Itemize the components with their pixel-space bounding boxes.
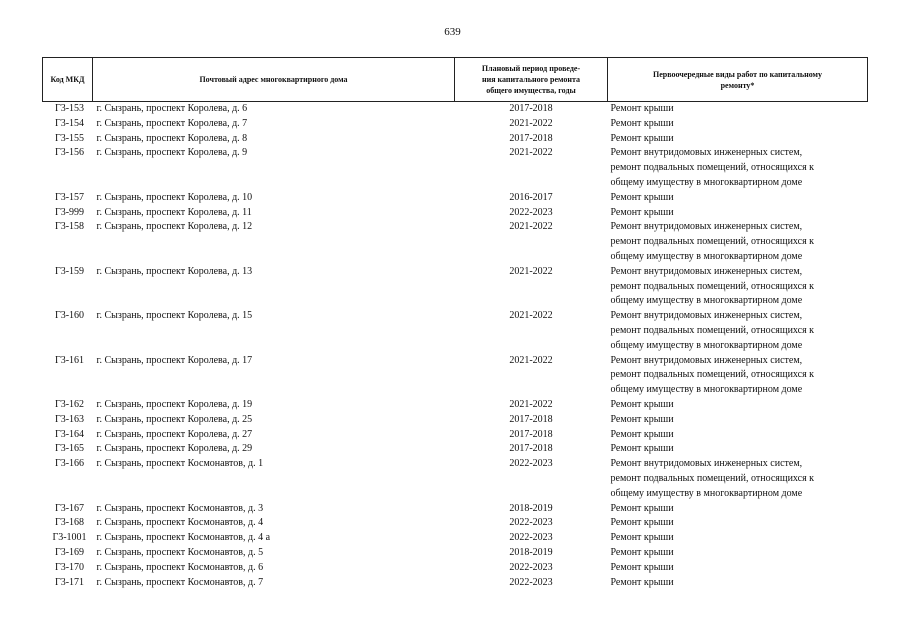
works-line: Ремонт крыши [610, 206, 674, 218]
mkd-code-cell: Г3-168 [54, 517, 85, 529]
table-row [43, 117, 868, 132]
works-line: Ремонт крыши [610, 132, 674, 144]
works-line: ремонт подвальных помещений, относящихся к [610, 236, 815, 248]
table-row [43, 457, 868, 501]
works-line: общему имуществу в многоквартирном доме [610, 384, 803, 396]
repair-period-cell: 2021-2022 [509, 398, 553, 410]
mkd-code-cell: Г3-163 [54, 413, 85, 425]
address-cell: г. Сызрань, проспект Космонавтов, д. 4 [96, 517, 264, 529]
address-cell: г. Сызрань, проспект Королева, д. 8 [96, 132, 248, 144]
header-period-line: ния капитального ремонта [482, 75, 580, 84]
works-cell [608, 516, 868, 531]
works-cell [608, 413, 868, 428]
table-row [43, 561, 868, 576]
works-cell [608, 117, 868, 132]
address-cell: г. Сызрань, проспект Космонавтов, д. 5 [96, 546, 264, 558]
mkd-code-cell: Г3-160 [54, 310, 85, 322]
works-cell [608, 442, 868, 457]
table-row [43, 146, 868, 190]
works-cell [608, 398, 868, 413]
repair-period-cell: 2017-2018 [509, 428, 553, 440]
mkd-code-cell: Г3-153 [54, 103, 85, 114]
repair-period-cell: 2021-2022 [509, 354, 553, 366]
table-row [43, 102, 868, 117]
works-line: ремонт подвальных помещений, относящихся к [610, 472, 815, 484]
works-line: Ремонт крыши [610, 546, 674, 558]
address-cell: г. Сызрань, проспект Королева, д. 6 [96, 103, 248, 114]
works-line: Ремонт крыши [610, 517, 674, 529]
works-cell [608, 132, 868, 147]
address-cell: г. Сызрань, проспект Космонавтов, д. 1 [96, 458, 264, 470]
works-line: Ремонт крыши [610, 191, 674, 203]
repair-period-cell: 2022-2023 [509, 532, 553, 544]
repair-period-cell: 2017-2018 [509, 132, 553, 144]
mkd-code-cell: Г3-171 [54, 576, 85, 588]
repair-period-cell: 2016-2017 [509, 191, 553, 203]
mkd-code-cell: Г3-157 [54, 191, 85, 203]
mkd-code-cell: Г3-158 [54, 221, 85, 233]
works-line: ремонт подвальных помещений, относящихся к [610, 162, 815, 174]
address-cell: г. Сызрань, проспект Королева, д. 12 [96, 221, 253, 233]
header-address: Почтовый адрес многоквартирного дома [93, 58, 455, 102]
mkd-code-cell: Г3-165 [54, 443, 85, 455]
repair-period-cell: 2022-2023 [509, 206, 553, 218]
works-cell [608, 576, 868, 591]
mkd-code-cell: Г3-156 [54, 147, 85, 159]
works-line: Ремонт крыши [610, 117, 674, 129]
header-period-line: общего имущества, годы [486, 86, 576, 95]
works-line: Ремонт крыши [610, 413, 674, 425]
table-row [43, 413, 868, 428]
address-cell: г. Сызрань, проспект Королева, д. 9 [96, 147, 248, 159]
repair-period-cell: 2022-2023 [509, 458, 553, 470]
table-row [43, 191, 868, 206]
address-cell: г. Сызрань, проспект Королева, д. 11 [96, 206, 252, 218]
works-cell [608, 354, 868, 398]
page-number: 639 [444, 26, 461, 38]
address-cell: г. Сызрань, проспект Космонавтов, д. 4 а [96, 532, 271, 544]
mkd-code-cell: Г3-170 [54, 561, 85, 573]
works-line: общему имуществу в многоквартирном доме [610, 176, 803, 188]
works-line: Ремонт внутридомовых инженерных систем, [610, 265, 803, 277]
works-line: Ремонт крыши [610, 561, 674, 573]
works-line: Ремонт крыши [610, 428, 674, 440]
mkd-code-cell: Г3-155 [54, 132, 85, 144]
works-cell [608, 102, 868, 117]
table-row [43, 220, 868, 264]
header-code: Код МКД [43, 58, 93, 102]
header-period [455, 58, 608, 102]
works-cell [608, 146, 868, 190]
works-cell [608, 220, 868, 264]
address-cell: г. Сызрань, проспект Королева, д. 10 [96, 191, 253, 203]
works-line: Ремонт крыши [610, 502, 674, 514]
address-cell: г. Сызрань, проспект Космонавтов, д. 3 [96, 502, 264, 514]
repair-period-cell: 2017-2018 [509, 413, 553, 425]
repair-period-cell: 2018-2019 [509, 546, 553, 558]
mkd-code-cell: Г3-1001 [52, 532, 87, 544]
works-line: Ремонт внутридомовых инженерных систем, [610, 310, 803, 322]
works-line: Ремонт крыши [610, 443, 674, 455]
works-line: Ремонт крыши [610, 398, 674, 410]
works-cell [608, 457, 868, 501]
works-line: ремонт подвальных помещений, относящихся к [610, 280, 815, 292]
repair-period-cell: 2021-2022 [509, 310, 553, 322]
table-row [43, 428, 868, 443]
address-cell: г. Сызрань, проспект Королева, д. 15 [96, 310, 253, 322]
works-line: общему имуществу в многоквартирном доме [610, 295, 803, 307]
repair-period-cell: 2017-2018 [509, 443, 553, 455]
capital-repair-table [42, 57, 868, 590]
table-row [43, 132, 868, 147]
table-row [43, 398, 868, 413]
address-cell: г. Сызрань, проспект Королева, д. 13 [96, 265, 253, 277]
works-line: ремонт подвальных помещений, относящихся к [610, 369, 815, 381]
table-row [43, 576, 868, 591]
works-cell [608, 561, 868, 576]
works-line: Ремонт внутридомовых инженерных систем, [610, 354, 803, 366]
works-cell [608, 265, 868, 309]
works-cell [608, 502, 868, 517]
mkd-code-cell: Г3-167 [54, 502, 85, 514]
header-works-line: Первоочередные виды работ по капитальному [652, 69, 822, 79]
address-cell: г. Сызрань, проспект Королева, д. 29 [96, 443, 253, 455]
table-row [43, 354, 868, 398]
works-line: Ремонт крыши [610, 576, 674, 588]
table-row [43, 546, 868, 561]
mkd-code-cell: Г3-164 [54, 428, 85, 440]
works-cell [608, 309, 868, 353]
works-line: Ремонт внутридомовых инженерных систем, [610, 221, 803, 233]
repair-period-cell: 2022-2023 [509, 576, 553, 588]
address-cell: г. Сызрань, проспект Королева, д. 25 [96, 413, 253, 425]
table-row [43, 442, 868, 457]
works-line: Ремонт крыши [610, 532, 674, 544]
address-cell: г. Сызрань, проспект Королева, д. 19 [96, 398, 253, 410]
repair-period-cell: 2018-2019 [509, 502, 553, 514]
repair-period-cell: 2022-2023 [509, 517, 553, 529]
address-cell: г. Сызрань, проспект Королева, д. 17 [96, 354, 253, 366]
works-cell [608, 546, 868, 561]
repair-period-cell: 2022-2023 [509, 561, 553, 573]
works-line: общему имуществу в многоквартирном доме [610, 339, 803, 351]
mkd-code-cell: Г3-169 [54, 546, 85, 558]
table-body [43, 102, 868, 591]
mkd-code-cell: Г3-154 [54, 117, 85, 129]
repair-period-cell: 2021-2022 [509, 147, 553, 159]
header-works [608, 58, 868, 102]
works-line: ремонт подвальных помещений, относящихся к [610, 324, 815, 336]
table-row [43, 516, 868, 531]
table-header [43, 58, 868, 102]
header-period-line: Плановый период проведе- [481, 64, 581, 73]
works-cell [608, 191, 868, 206]
works-line: Ремонт внутридомовых инженерных систем, [610, 147, 803, 159]
works-line: Ремонт внутридомовых инженерных систем, [610, 458, 803, 470]
mkd-code-cell: Г3-166 [54, 458, 85, 470]
works-line: общему имуществу в многоквартирном доме [610, 250, 803, 262]
mkd-code-cell: Г3-161 [54, 354, 85, 366]
repair-period-cell: 2021-2022 [509, 265, 553, 277]
mkd-code-cell: Г3-159 [54, 265, 85, 277]
address-cell: г. Сызрань, проспект Космонавтов, д. 6 [96, 561, 264, 573]
table-row [43, 309, 868, 353]
address-cell: г. Сызрань, проспект Королева, д. 27 [96, 428, 253, 440]
mkd-code-cell: Г3-162 [54, 398, 85, 410]
works-cell [608, 206, 868, 221]
repair-period-cell: 2021-2022 [509, 221, 553, 233]
repair-period-cell: 2017-2018 [509, 103, 553, 114]
table-row [43, 265, 868, 309]
mkd-code-cell: Г3-999 [54, 206, 85, 218]
works-line: Ремонт крыши [610, 103, 674, 114]
table-row [43, 531, 868, 546]
table-row [43, 206, 868, 221]
works-cell [608, 428, 868, 443]
table-row [43, 502, 868, 517]
works-line: общему имуществу в многоквартирном доме [610, 487, 803, 499]
works-cell [608, 531, 868, 546]
address-cell: г. Сызрань, проспект Космонавтов, д. 7 [96, 576, 264, 588]
header-row [43, 58, 868, 102]
repair-period-cell: 2021-2022 [509, 117, 553, 129]
address-cell: г. Сызрань, проспект Королева, д. 7 [96, 117, 248, 129]
header-works-line: ремонту* [720, 80, 755, 90]
